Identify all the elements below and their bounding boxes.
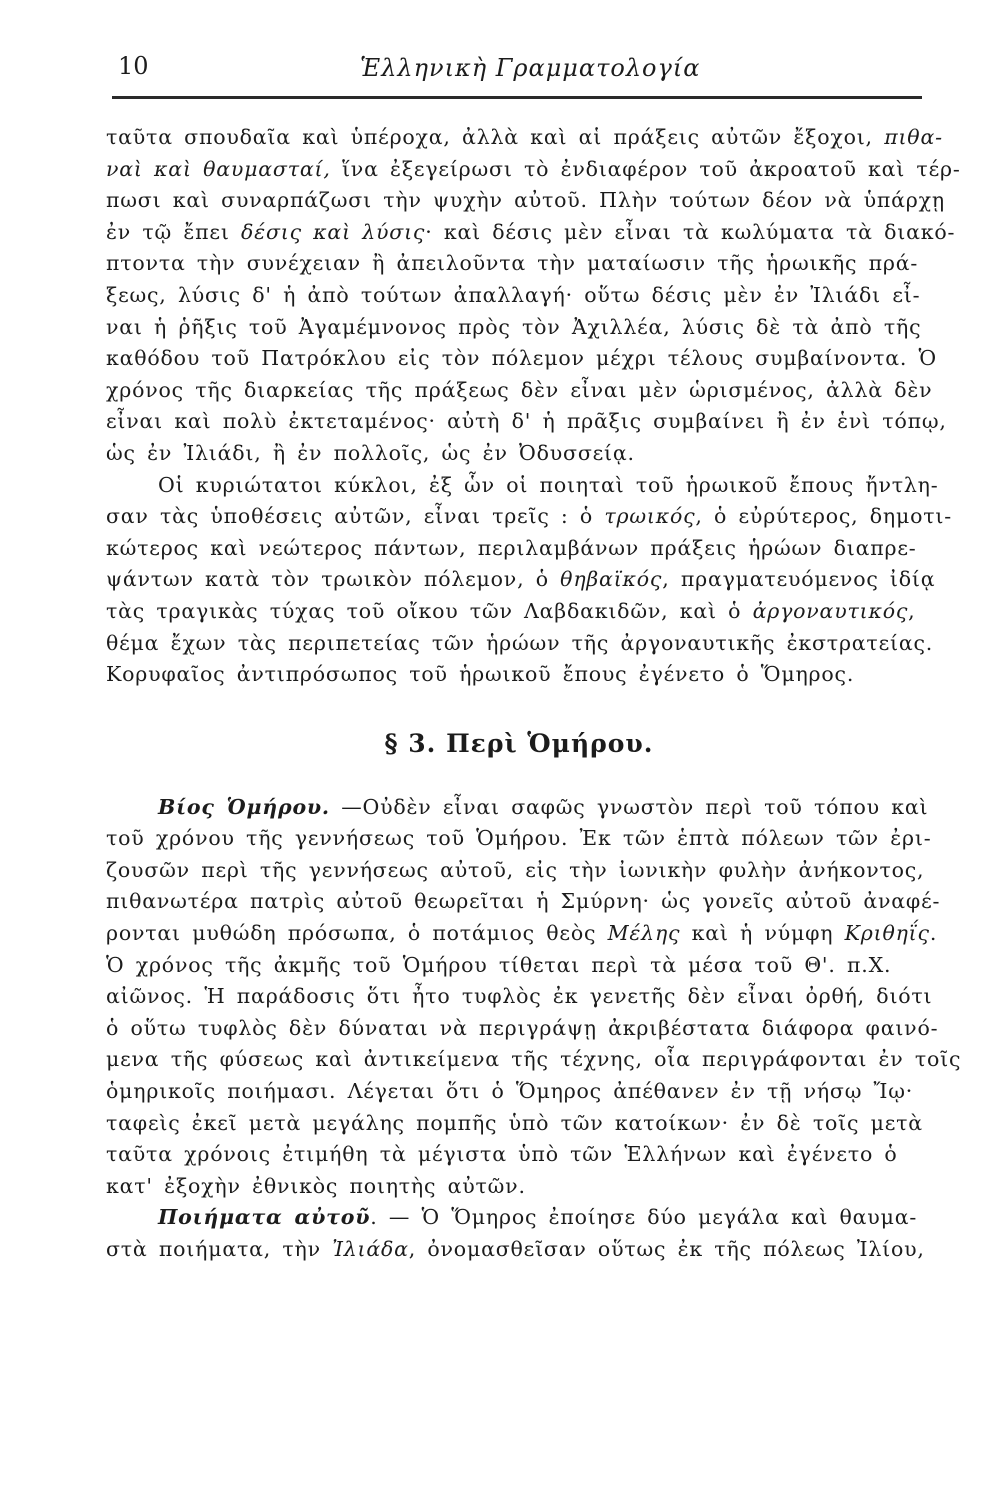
text-line: Κορυφαῖος ἀντιπρόσωπος τοῦ ἡρωικοῦ ἔπους ἐγένετο ὁ Ὅμηρος. [106,662,855,687]
text-line: ὁ οὕτω τυφλὸς δὲν δύναται νὰ περιγράψῃ ἀκριβέστατα διάφορα φαινό- [106,1015,939,1040]
italic-term: Κριθηΐς [844,921,930,946]
text-line: ταῦτα σπουδαῖα καὶ ὑπέροχα, ἀλλὰ καὶ αἱ πράξεις αὐτῶν ἔξοχοι, πιθα- [106,125,943,149]
body-text [106,122,962,1266]
text-line: ψάντων κατὰ τὸν τρωικὸν πόλεμον, ὁ θηβαϊκός, πραγματευόμενος ἰδίᾳ [106,567,936,592]
text-line: ζουσῶν περὶ τῆς γεννήσεως αὐτοῦ, εἰς τὴν ἰωνικὴν φυλὴν ἀνήκοντος, [106,857,925,882]
text-line: εἶναι καὶ πολὺ ἐκτεταμένος· αὐτὴ δ' ἡ πρᾶξις συμβαίνει ἢ ἐν ἑνὶ τόπῳ, [106,409,947,434]
text-line: αἰῶνος. Ἡ παράδοσις ὅτι ἦτο τυφλὸς ἐκ γενετῆς δὲν εἶναι ὀρθή, διότι [106,984,933,1009]
page-number: 10 [118,52,149,80]
italic-term: Ἰλιάδα [332,1237,409,1261]
text-line: ὁμηρικοῖς ποιήμασι. Λέγεται ὅτι ὁ Ὅμηρος ἀπέθανεν ἐν τῇ νήσῳ Ἴῳ· [106,1079,914,1104]
text-line: ξεως, λύσις δ' ἡ ἀπὸ τούτων ἀπαλλαγή· οὕτω δέσις μὲν ἐν Ἰλιάδι εἶ- [106,282,921,307]
text-line: τοῦ χρόνου τῆς γεννήσεως τοῦ Ὁμήρου. Ἐκ τῶν ἑπτὰ πόλεων τῶν ἐρι- [106,826,932,851]
paragraph-epic-cycles [106,470,952,691]
text-line: κατ' ἐξοχὴν ἐθνικὸς ποιητὴς αὐτῶν. [106,1173,526,1198]
text-line: ἐν τῷ ἔπει δέσις καὶ λύσις· καὶ δέσις μὲν εἶναι τὰ κωλύματα τὰ διακό- [106,219,956,244]
text-line: πωσι καὶ συναρπάζωσι τὴν ψυχὴν αὐτοῦ. Πλὴν τούτων δέον νὰ ὑπάρχῃ [106,188,945,213]
subsection-title: Ποιήματα αὐτοῦ [158,1205,371,1230]
italic-term: πιθα- [884,125,943,149]
italic-term: δέσις καὶ λύσις [241,219,426,244]
italic-term: ναὶ καὶ θαυμασταί, [106,156,331,181]
italic-term: θηβαϊκός [560,567,663,592]
text-line: ταφεὶς ἐκεῖ μετὰ μεγάλης πομπῆς ὑπὸ τῶν κατοίκων· ἐν δὲ τοῖς μετὰ [106,1110,923,1135]
text-line: ναὶ καὶ θαυμασταί, ἵνα ἐξεγείρωσι τὸ ἐνδιαφέρον τοῦ ἀκροατοῦ καὶ τέρ- [106,156,961,181]
italic-term: Μέλης [607,921,681,946]
text-line: τὰς τραγικὰς τύχας τοῦ οἴκου τῶν Λαβδακιδῶν, καὶ ὁ ἀργοναυτικός, [106,598,916,623]
text-line: Ὁ χρόνος τῆς ἀκμῆς τοῦ Ὁμήρου τίθεται περὶ τὰ μέσα τοῦ Θ'. π.Χ. [106,952,892,977]
text-line: ναι ἡ ῥῆξις τοῦ Ἀγαμέμνονος πρὸς τὸν Ἀχιλλέα, λύσις δὲ τὰ ἀπὸ τῆς [106,314,922,339]
text-line: ὡς ἐν Ἰλιάδι, ἢ ἐν πολλοῖς, ὡς ἐν Ὀδυσσείᾳ. [106,440,635,465]
text-line: κώτερος καὶ νεώτερος πάντων, περιλαμβάνων πράξεις ἡρώων διαπρε- [106,535,917,560]
paragraph-epic-structure [106,122,961,470]
paragraph-life-of-homer [106,792,962,1203]
subsection-title: Βίος Ὁμήρου. [158,794,330,819]
text-line: καθόδου τοῦ Πατρόκλου εἰς τὸν πόλεμον μέχρι τέλους συμβαίνοντα. Ὁ [106,346,937,371]
paragraph-poems [106,1202,926,1265]
header-rule [112,96,922,99]
text-line: στὰ ποιήματα, τὴν Ἰλιάδα, ὀνομασθεῖσαν οὕτως ἐκ τῆς πόλεως Ἰλίου, [106,1237,925,1261]
text-line: ταῦτα χρόνοις ἐτιμήθη τὰ μέγιστα ὑπὸ τῶν Ἑλλήνων καὶ ἐγένετο ὁ [106,1142,898,1167]
text-line: μενα τῆς φύσεως καὶ ἀντικείμενα τῆς τέχνης, οἷα περιγράφονται ἐν τοῖς [106,1047,962,1072]
text-line: χρόνος τῆς διαρκείας τῆς πράξεως δὲν εἶναι μὲν ὡρισμένος, ἀλλὰ δὲν [106,377,933,402]
text-line: θέμα ἔχων τὰς περιπετείας τῶν ἡρώων τῆς ἀργοναυτικῆς ἐκστρατείας. [106,630,934,655]
italic-term: ἀργοναυτικός [752,598,909,623]
running-title: Ἑλληνικὴ Γραμματολογία [360,54,701,82]
section-heading: § 3. Περὶ Ὁμήρου. [384,728,654,758]
text-line: Οἱ κυριώτατοι κύκλοι, ἐξ ὧν οἱ ποιηταὶ τοῦ ἡρωικοῦ ἔπους ἤντλη- [158,472,939,497]
text-line: σαν τὰς ὑποθέσεις αὐτῶν, εἶναι τρεῖς : ὁ τρωικός, ὁ εὐρύτερος, δημοτι- [106,504,952,529]
text-line: πιθανωτέρα πατρὶς αὐτοῦ θεωρεῖται ἡ Σμύρνη· ὡς γονεῖς αὐτοῦ ἀναφέ- [106,889,941,914]
text-line: πτοντα τὴν συνέχειαν ἢ ἀπειλοῦντα τὴν ματαίωσιν τῆς ἡρωικῆς πρά- [106,251,919,276]
page-header [118,52,930,92]
text-line: Βίος Ὁμήρου. —Οὐδὲν εἶναι σαφῶς γνωστὸν περὶ τοῦ τόπου καὶ [158,794,929,819]
italic-term: τρωικός [604,504,696,529]
text-line: Ποιήματα αὐτοῦ. — Ὁ Ὅμηρος ἐποίησε δύο μεγάλα καὶ θαυμα- [158,1205,918,1230]
text-line: ρονται μυθώδη πρόσωπα, ὁ ποτάμιος θεὸς Μέλης καὶ ἡ νύμφη Κριθηΐς. [106,921,938,946]
